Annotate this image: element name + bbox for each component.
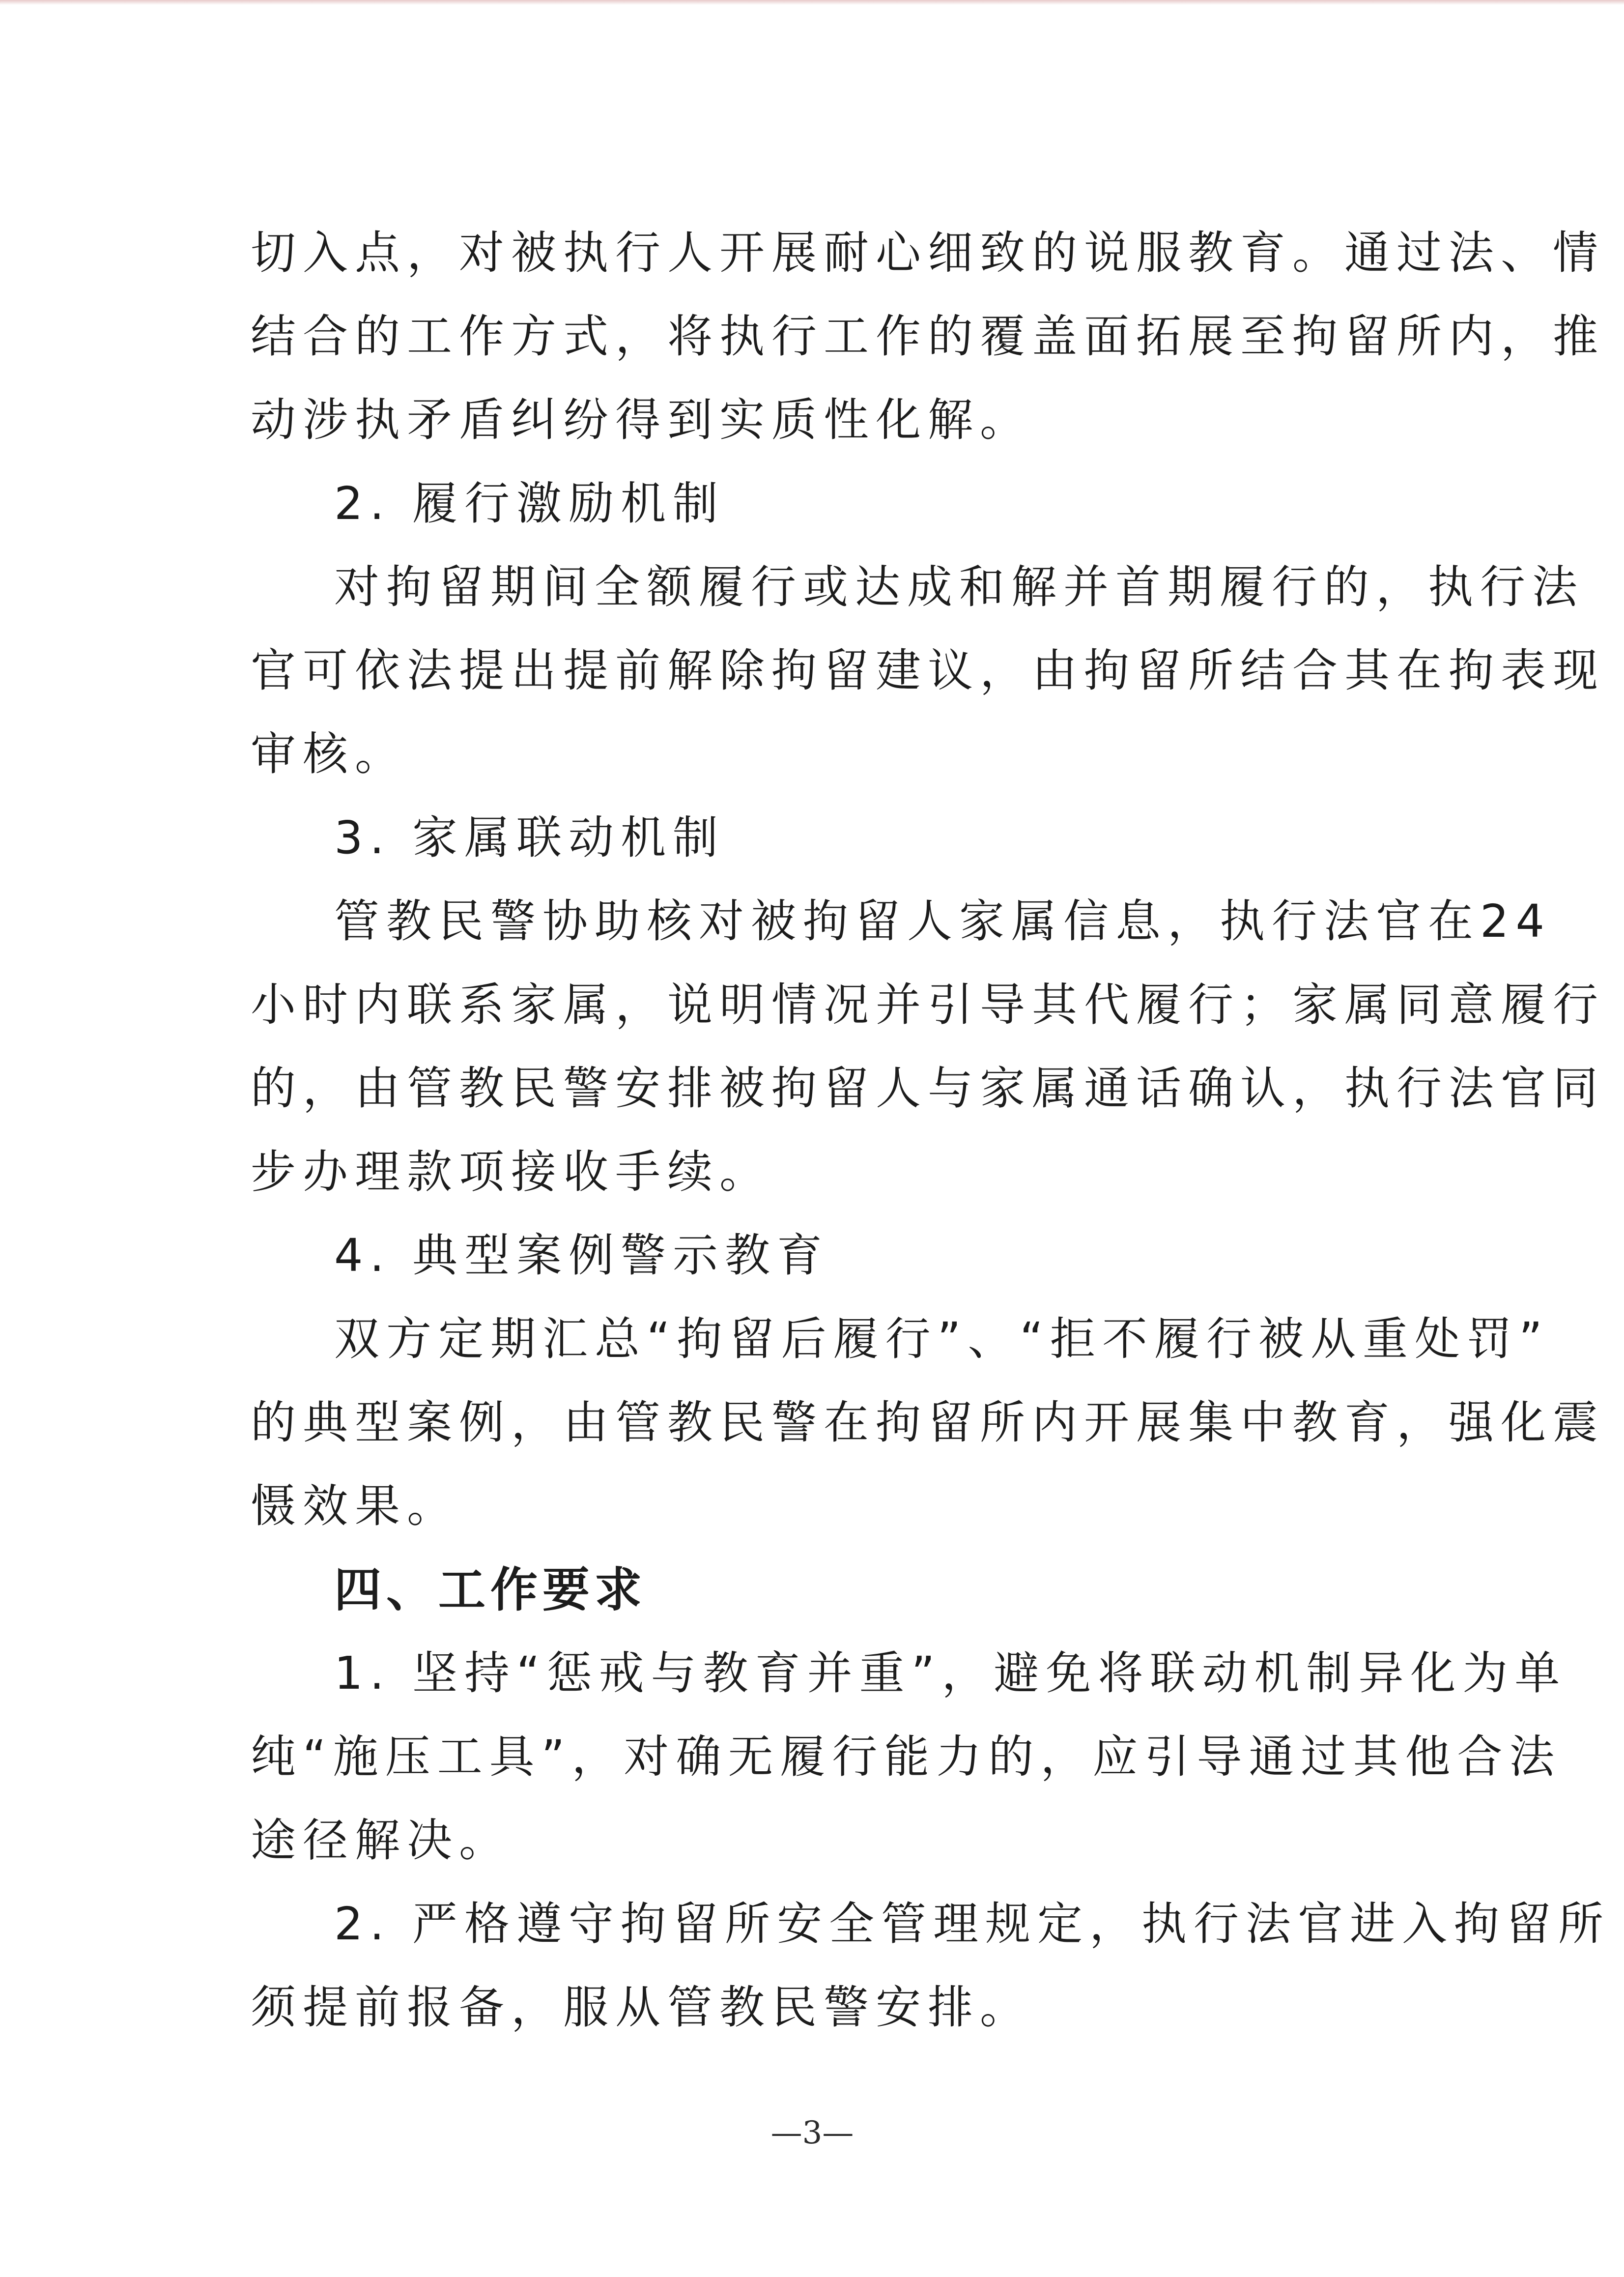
body-text-line: 动涉执矛盾纠纷得到实质性化解。 — [251, 394, 1032, 446]
body-text-line: 管教民警协助核对被拘留人家属信息，执行法官在24 — [334, 895, 1552, 948]
subsection-heading: 3. 家属联动机制 — [334, 811, 725, 864]
body-text-line: 步办理款项接收手续。 — [251, 1146, 772, 1198]
body-text-line: 切入点，对被执行人开展耐心细致的说服教育。通过法、情 — [251, 227, 1605, 279]
body-text-line: 小时内联系家属，说明情况并引导其代履行；家属同意履行 — [251, 979, 1605, 1031]
body-text-line: 1. 坚持“惩戒与教育并重”，避免将联动机制异化为单 — [334, 1647, 1567, 1700]
scan-edge — [0, 0, 1624, 5]
body-text-line: 结合的工作方式，将执行工作的覆盖面拓展至拘留所内，推 — [251, 310, 1605, 363]
page-number: —3— — [770, 2115, 854, 2151]
body-text-line: 官可依法提出提前解除拘留建议，由拘留所结合其在拘表现 — [251, 644, 1605, 697]
body-text-line: 的，由管教民警安排被拘留人与家属通话确认，执行法官同 — [251, 1062, 1605, 1115]
body-text-line: 2. 严格遵守拘留所安全管理规定，执行法官进入拘留所 — [334, 1898, 1611, 1950]
body-text-line: 的典型案例，由管教民警在拘留所内开展集中教育，强化震 — [251, 1396, 1605, 1449]
body-text-line: 审核。 — [251, 728, 407, 780]
body-text-line: 纯“施压工具”，对确无履行能力的，应引导通过其他合法 — [251, 1730, 1562, 1783]
subsection-heading: 4. 典型案例警示教育 — [334, 1229, 829, 1282]
section-heading: 四、工作要求 — [334, 1562, 647, 1617]
body-text-line: 慑效果。 — [251, 1480, 459, 1532]
body-text-line: 途径解决。 — [251, 1814, 512, 1867]
body-text-line: 须提前报备，服从管教民警安排。 — [251, 1981, 1032, 2034]
body-text-line: 双方定期汇总“拘留后履行”、“拒不履行被从重处罚” — [334, 1313, 1549, 1365]
subsection-heading: 2. 履行激励机制 — [334, 477, 725, 530]
body-text-line: 对拘留期间全额履行或达成和解并首期履行的，执行法 — [334, 561, 1585, 613]
